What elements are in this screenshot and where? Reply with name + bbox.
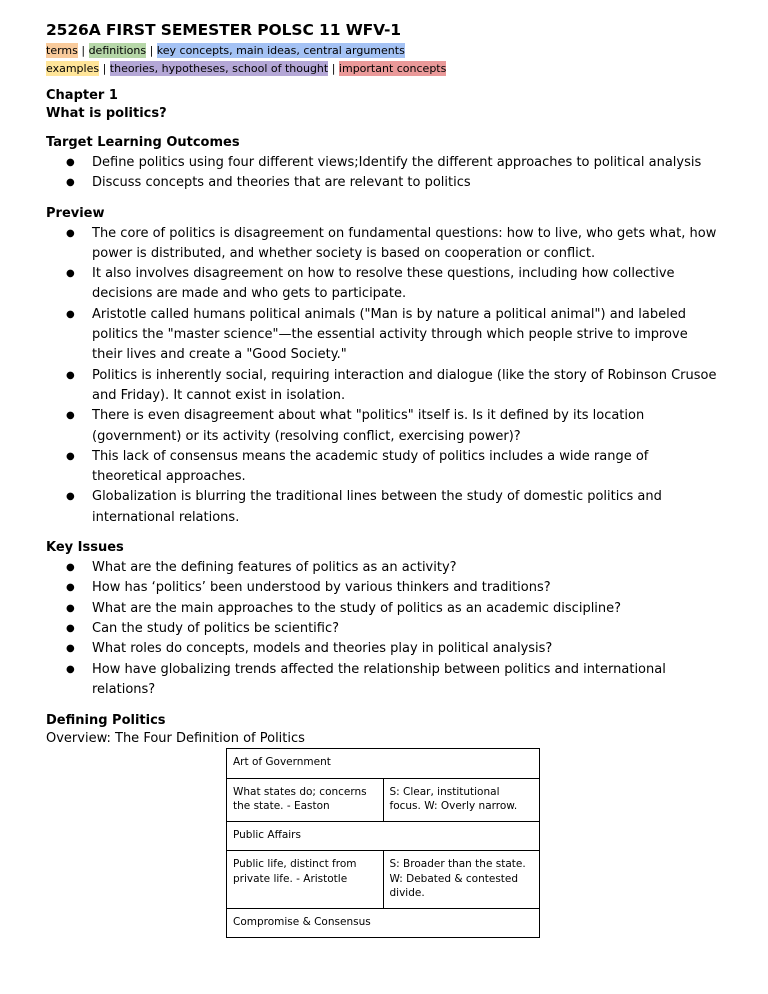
list-item: ● Can the study of politics be scientific? bbox=[46, 619, 722, 639]
list-item: ● It also involves disagreement on how to resolve these questions, including how collective decisions are made and who gets to participate. bbox=[46, 264, 722, 305]
table-section-header: Compromise & Consensus bbox=[227, 908, 540, 938]
list-item: ● Politics is inherently social, requiring interaction and dialogue (like the story of Robinson Crusoe and Friday). It cannot exist in isolation. bbox=[46, 366, 722, 407]
chapter-heading bbox=[46, 87, 726, 123]
key-issues-list bbox=[46, 558, 726, 700]
table-row bbox=[227, 821, 540, 851]
list-item: ● Aristotle called humans political animals ("Man is by nature a political animal") and labeled politics the "master science"—the essential activity through which people strive to improve their lives and create a "Good Society." bbox=[46, 305, 722, 366]
defining-politics-heading: Defining Politics bbox=[46, 713, 166, 729]
legend-row-2 bbox=[46, 60, 726, 78]
chapter-number: Chapter 1 bbox=[46, 88, 118, 103]
list-item: ● This lack of consensus means the academic study of politics includes a wide range of theoretical approaches. bbox=[46, 447, 722, 488]
table-cell-definition: What states do; concerns the state. - Easton bbox=[227, 778, 384, 821]
legend-separator: | bbox=[99, 62, 110, 75]
legend-separator: | bbox=[328, 62, 339, 75]
legend-theories: theories, hypotheses, school of thought bbox=[109, 62, 329, 75]
list-item: ● Globalization is blurring the traditional lines between the study of domestic politics and international relations. bbox=[46, 487, 722, 528]
list-item: ● How have globalizing trends affected the relationship between politics and international relations? bbox=[46, 660, 722, 701]
outcomes-list bbox=[46, 153, 726, 194]
table-section-header: Public Affairs bbox=[227, 821, 540, 851]
list-item: ● What are the main approaches to the study of politics as an academic discipline? bbox=[46, 599, 722, 619]
table-row bbox=[227, 778, 540, 821]
legend-row-1 bbox=[46, 42, 726, 60]
legend-important-concepts: important concepts bbox=[338, 62, 447, 75]
document-title: 2526A FIRST SEMESTER POLSC 11 WFV-1 bbox=[46, 21, 401, 39]
legend-terms: terms bbox=[46, 44, 78, 57]
table-row bbox=[227, 749, 540, 779]
legend-examples: examples bbox=[46, 62, 100, 75]
preview-list bbox=[46, 224, 726, 528]
outcomes-heading: Target Learning Outcomes bbox=[46, 135, 240, 150]
list-item: ● The core of politics is disagreement on fundamental questions: how to live, who gets what, how power is distributed, and whether society is based on cooperation or conflict. bbox=[46, 224, 722, 265]
legend-definitions: definitions bbox=[88, 44, 147, 57]
table-section-header: Art of Government bbox=[227, 749, 540, 779]
list-item: ● What are the defining features of politics as an activity? bbox=[46, 558, 722, 578]
document-page bbox=[46, 20, 726, 928]
preview-heading: Preview bbox=[46, 205, 105, 221]
legend-separator: | bbox=[77, 44, 89, 57]
highlight-legend bbox=[46, 42, 726, 78]
list-item: ● What roles do concepts, models and theories play in political analysis? bbox=[46, 639, 722, 659]
legend-separator: | bbox=[146, 44, 157, 57]
table-cell-definition: Public life, distinct from private life. - Aristotle bbox=[227, 851, 384, 909]
list-item: ● How has ‘politics’ been understood by various thinkers and traditions? bbox=[46, 578, 722, 598]
table-cell-evaluation: S: Clear, institutional focus. W: Overly narrow. bbox=[383, 778, 540, 821]
chapter-title: What is politics? bbox=[46, 106, 167, 121]
definitions-table bbox=[226, 748, 540, 938]
table-row bbox=[227, 908, 540, 938]
table-row bbox=[227, 851, 540, 909]
legend-key-concepts: key concepts, main ideas, central arguments bbox=[156, 44, 405, 57]
list-item: ● Discuss concepts and theories that are relevant to politics bbox=[46, 173, 722, 193]
overview-subheading: Overview: The Four Definition of Politics bbox=[46, 731, 305, 747]
list-item: ● There is even disagreement about what "politics" itself is. Is it defined by its location (government) or its activity (resolving conflict, exercising power)? bbox=[46, 406, 722, 447]
table-cell-evaluation: S: Broader than the state. W: Debated & contested divide. bbox=[383, 851, 540, 909]
list-item: ● Define politics using four different views;Identify the different approaches to political analysis bbox=[46, 153, 722, 173]
key-issues-heading: Key Issues bbox=[46, 540, 124, 556]
